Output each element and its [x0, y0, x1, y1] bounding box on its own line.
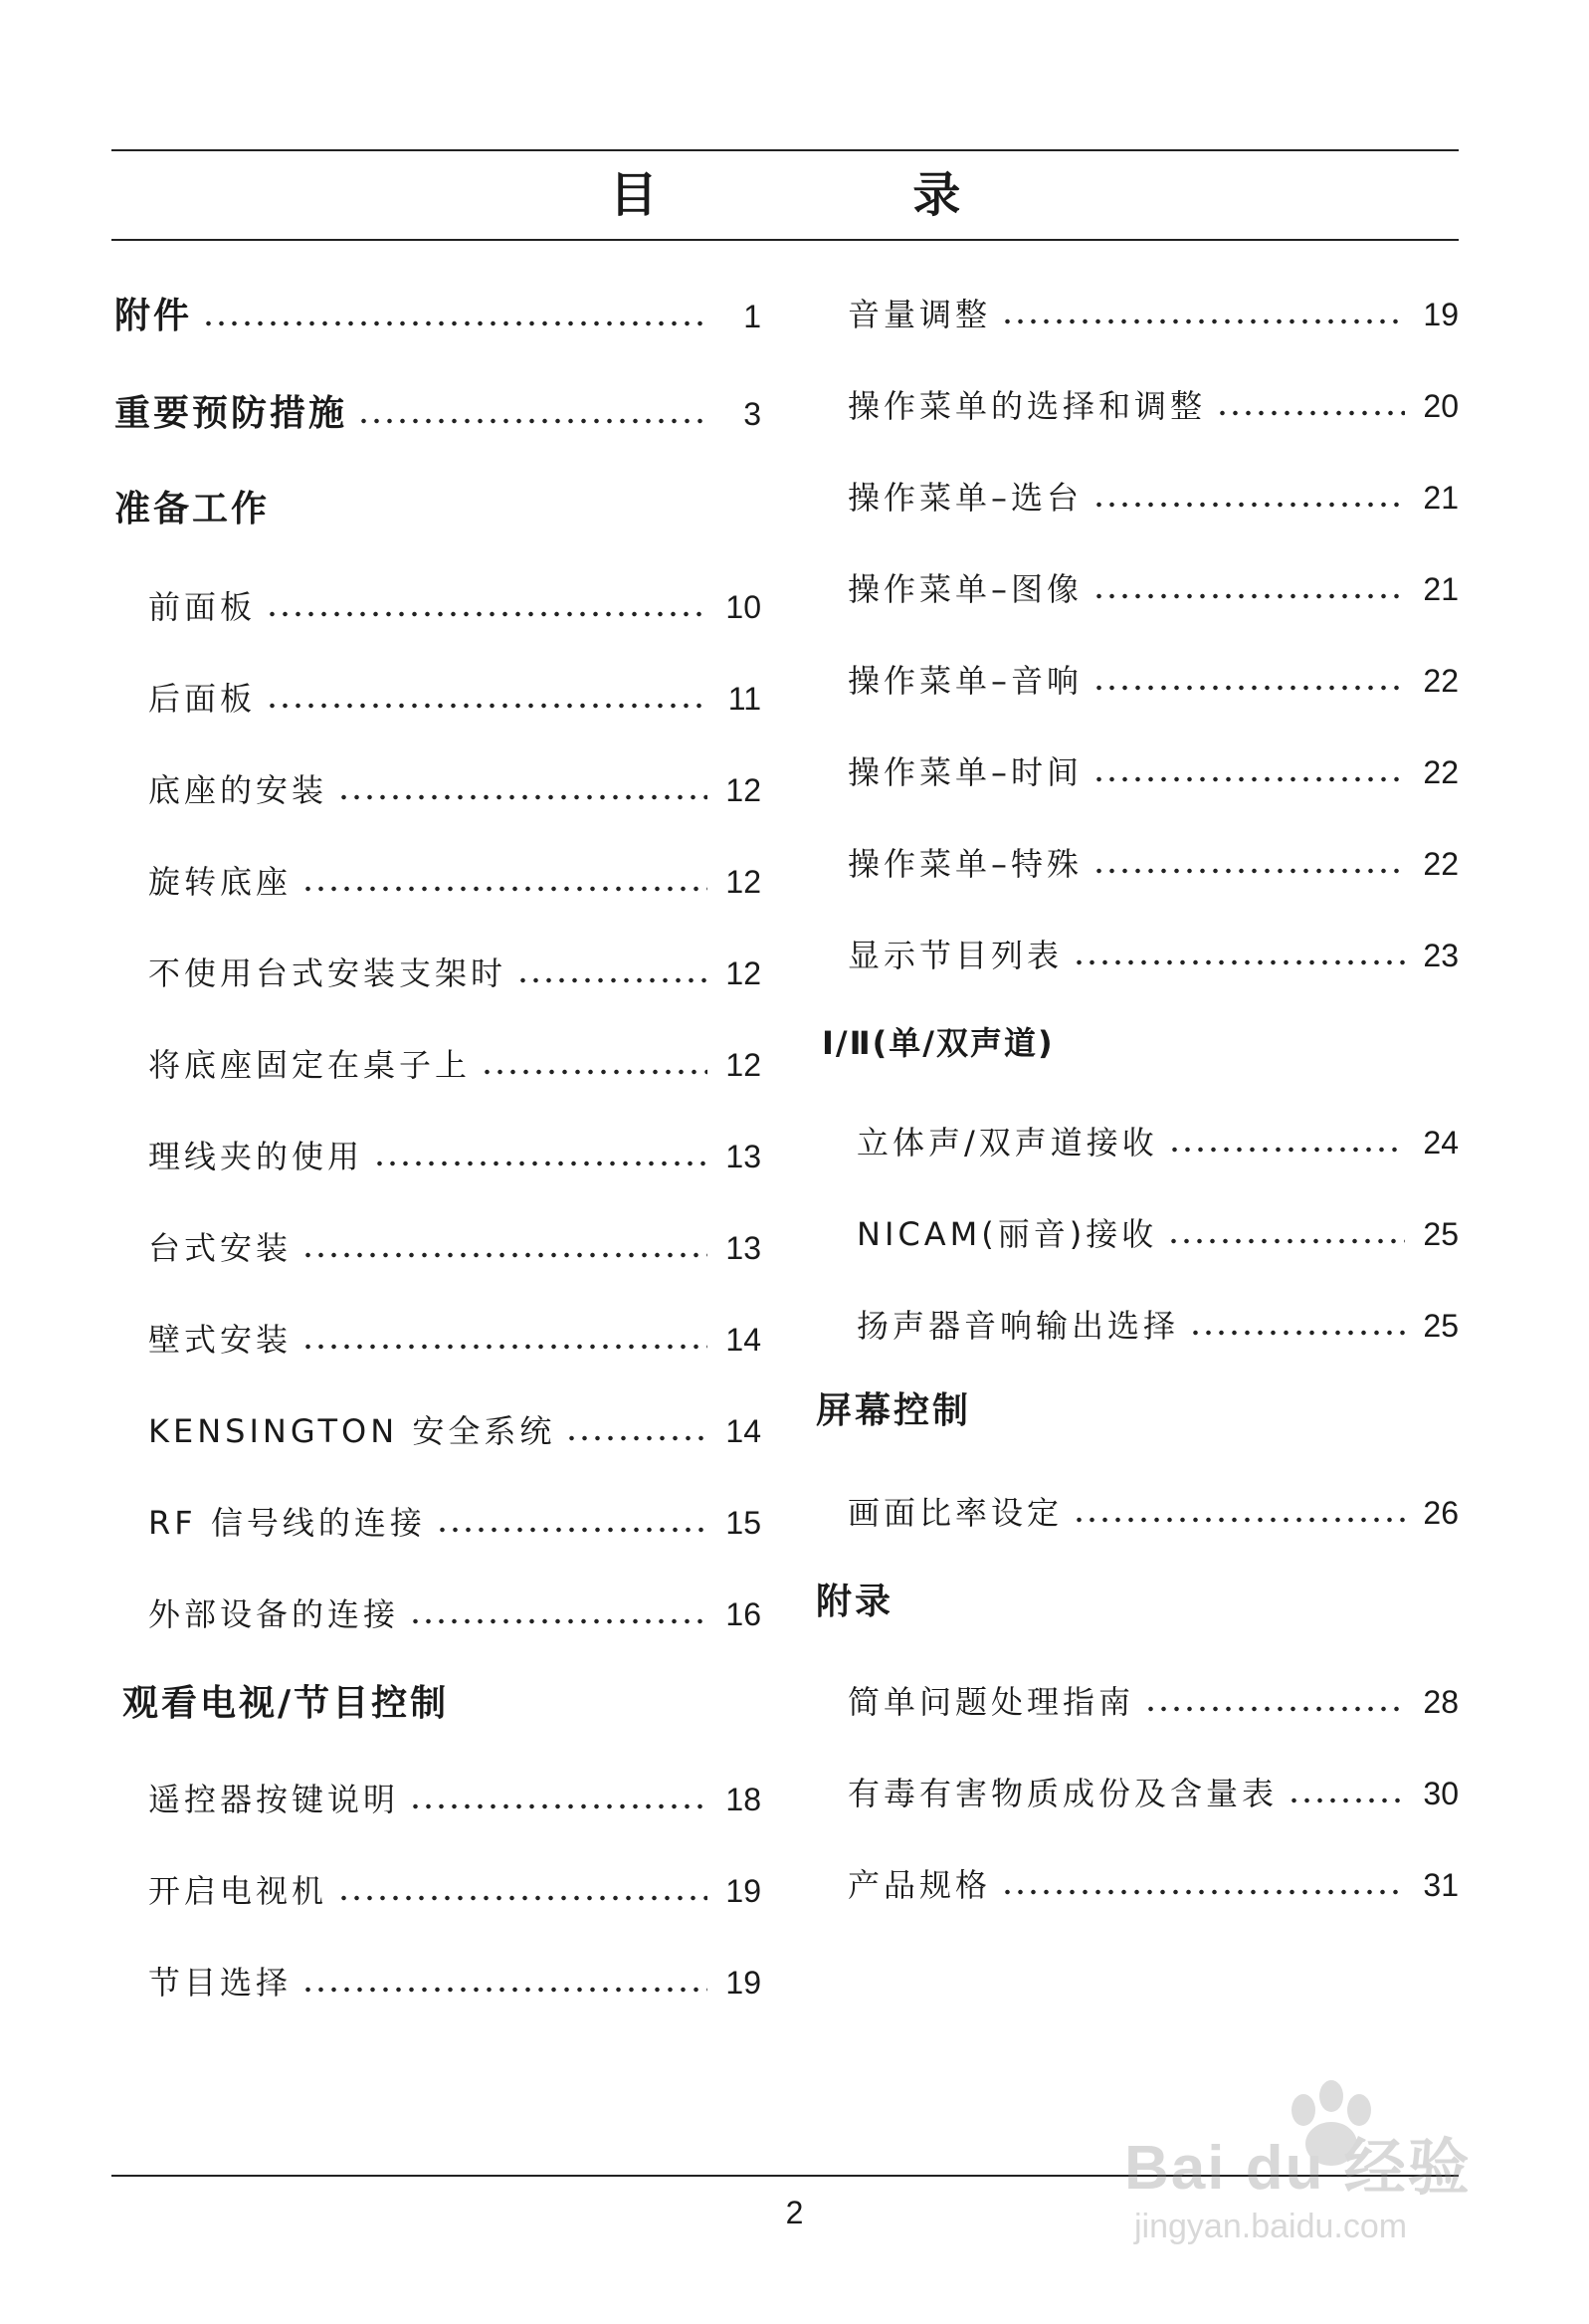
dot-leader	[337, 1893, 707, 1903]
dot-leader	[1001, 1887, 1405, 1897]
toc-page: 24	[1423, 1125, 1459, 1161]
dot-leader	[202, 318, 707, 328]
toc-label: 开启电视机	[148, 1872, 328, 1910]
toc-page: 19	[725, 1873, 761, 1909]
dot-leader	[337, 792, 707, 802]
toc-label: 操作菜单–音响	[848, 662, 1084, 700]
toc-page: 18	[725, 1782, 761, 1817]
dot-leader	[357, 416, 707, 426]
toc-label: 壁式安装	[148, 1321, 293, 1359]
dot-leader	[1167, 1236, 1405, 1246]
toc-page: 19	[725, 1965, 761, 2001]
toc-label: 前面板	[148, 588, 257, 626]
toc-label: 产品规格	[848, 1866, 992, 1904]
dot-leader	[1092, 774, 1405, 784]
toc-label: 操作菜单–图像	[848, 570, 1084, 608]
dot-leader	[481, 1067, 707, 1077]
toc-page: 13	[725, 1139, 761, 1174]
toc-label: RF 信号线的连接	[148, 1504, 426, 1542]
toc-page: 1	[743, 299, 761, 334]
dot-leader	[1092, 683, 1405, 693]
toc-page: 22	[1423, 846, 1459, 882]
toc-label: 附件	[114, 296, 193, 336]
dot-leader	[301, 884, 707, 894]
toc-entry[interactable]	[848, 1485, 1459, 1535]
toc-entry[interactable]	[848, 928, 1459, 977]
toc-page: 21	[1423, 480, 1459, 516]
toc-label: 立体声/双声道接收	[857, 1124, 1158, 1162]
dot-leader	[301, 1250, 707, 1260]
toc-entry[interactable]	[848, 836, 1459, 886]
toc-label: 将底座固定在桌子上	[148, 1046, 472, 1084]
toc-entry[interactable]	[848, 1766, 1459, 1815]
toc-label: 理线夹的使用	[148, 1138, 364, 1175]
toc-label: 底座的安装	[148, 771, 328, 809]
toc-page: 12	[725, 1047, 761, 1083]
toc-entry[interactable]	[148, 1129, 761, 1178]
toc-entry[interactable]	[848, 561, 1459, 611]
toc-label: 遥控器按键说明	[148, 1781, 400, 1818]
dot-leader	[1001, 317, 1405, 326]
toc-label: 画面比率设定	[848, 1494, 1064, 1532]
toc-entry[interactable]	[857, 1206, 1459, 1256]
toc-page: 26	[1423, 1495, 1459, 1531]
toc-label: KENSINGTON 安全系统	[148, 1412, 556, 1450]
dot-leader	[516, 975, 707, 985]
toc-entry[interactable]	[148, 579, 761, 629]
toc-entry[interactable]	[148, 671, 761, 721]
toc-page: 12	[725, 955, 761, 991]
toc-page: 31	[1423, 1867, 1459, 1903]
toc-label: 外部设备的连接	[148, 1595, 400, 1633]
toc-page: 21	[1423, 571, 1459, 607]
dot-leader	[1092, 500, 1405, 510]
toc-page: 13	[725, 1230, 761, 1266]
top-rule	[111, 149, 1459, 151]
dot-leader	[1168, 1145, 1405, 1155]
toc-page: 14	[725, 1413, 761, 1449]
toc-label: 不使用台式安装支架时	[148, 954, 507, 992]
dot-leader	[266, 609, 707, 619]
toc-entry[interactable]	[848, 653, 1459, 703]
toc-label: 台式安装	[148, 1229, 293, 1267]
watermark-brand: Bai du 经验	[1124, 2134, 1472, 2203]
title-rule	[111, 239, 1459, 241]
toc-page: 22	[1423, 754, 1459, 790]
toc-page: 16	[725, 1596, 761, 1632]
toc-entry[interactable]	[148, 1863, 761, 1913]
dot-leader	[409, 1801, 707, 1811]
toc-page: 20	[1423, 388, 1459, 424]
toc-page: 14	[725, 1322, 761, 1358]
dot-leader	[1189, 1328, 1405, 1338]
dot-leader	[301, 1985, 707, 1995]
dot-leader	[301, 1342, 707, 1352]
toc-entry-precautions[interactable]	[114, 386, 761, 436]
toc-page: 11	[727, 681, 761, 717]
toc-label: 旋转底座	[148, 863, 293, 901]
section-heading-screen-control: 屏幕控制	[816, 1390, 972, 1431]
toc-entry[interactable]	[848, 744, 1459, 794]
toc-label: 简单问题处理指南	[848, 1683, 1135, 1721]
dot-leader	[436, 1525, 707, 1535]
toc-entry[interactable]	[848, 287, 1459, 336]
section-heading-appendix: 附录	[816, 1582, 894, 1622]
dot-leader	[1073, 1515, 1405, 1525]
toc-label: 节目选择	[148, 1964, 293, 2002]
toc-label: 音量调整	[848, 296, 992, 333]
page-number: 2	[785, 2195, 804, 2230]
dot-leader	[1144, 1704, 1405, 1714]
toc-label: NICAM(丽音)接收	[857, 1215, 1158, 1253]
toc-entry[interactable]	[857, 1298, 1459, 1348]
toc-page: 3	[743, 396, 761, 432]
dot-leader	[373, 1159, 707, 1168]
toc-label: 重要预防措施	[114, 393, 348, 434]
dot-leader	[266, 701, 707, 711]
dot-leader	[1288, 1796, 1405, 1805]
toc-entry[interactable]	[148, 854, 761, 904]
baidu-watermark	[1124, 2080, 1502, 2269]
toc-page: 23	[1423, 938, 1459, 973]
page-title: 目 录	[609, 167, 1081, 223]
toc-page: 25	[1423, 1216, 1459, 1252]
toc-entry[interactable]	[148, 1772, 761, 1821]
toc-entry[interactable]	[148, 1495, 761, 1545]
toc-entry[interactable]	[848, 378, 1459, 428]
dot-leader	[1073, 957, 1405, 967]
dot-leader	[565, 1433, 707, 1443]
section-heading-tv-control: 观看电视/节目控制	[122, 1683, 450, 1724]
toc-entry[interactable]	[848, 470, 1459, 520]
toc-page: 19	[1423, 297, 1459, 332]
toc-entry[interactable]	[148, 1955, 761, 2005]
dot-leader	[1092, 866, 1405, 876]
toc-entry[interactable]	[857, 1115, 1459, 1164]
toc-entry[interactable]	[148, 946, 761, 995]
dot-leader	[1092, 591, 1405, 601]
toc-label: 显示节目列表	[848, 937, 1064, 974]
toc-entry[interactable]	[148, 1403, 761, 1453]
toc-entry[interactable]	[148, 1220, 761, 1270]
dot-leader	[1216, 408, 1405, 418]
toc-entry[interactable]	[148, 762, 761, 812]
toc-label: 操作菜单–时间	[848, 753, 1084, 791]
section-heading-preparation: 准备工作	[114, 489, 271, 529]
toc-page: 25	[1423, 1308, 1459, 1344]
toc-page: 10	[725, 589, 761, 625]
toc-label: 操作菜单的选择和调整	[848, 387, 1207, 425]
toc-label: 后面板	[148, 680, 257, 718]
toc-label: 操作菜单–选台	[848, 479, 1084, 517]
toc-page: 15	[725, 1505, 761, 1541]
toc-entry[interactable]	[148, 1037, 761, 1087]
watermark-url: jingyan.baidu.com	[1134, 2208, 1408, 2245]
toc-entry[interactable]	[148, 1586, 761, 1636]
toc-page: 28	[1423, 1684, 1459, 1720]
toc-label: 有毒有害物质成份及含量表	[848, 1775, 1279, 1812]
toc-page: 22	[1423, 663, 1459, 699]
toc-label: 操作菜单–特殊	[848, 845, 1084, 883]
toc-page: 30	[1423, 1776, 1459, 1811]
toc-entry[interactable]	[148, 1312, 761, 1362]
toc-page: 12	[725, 772, 761, 808]
toc-label: 扬声器音响输出选择	[857, 1307, 1180, 1345]
dot-leader	[409, 1616, 707, 1626]
toc-entry[interactable]	[848, 1857, 1459, 1907]
toc-entry-accessories[interactable]	[114, 289, 761, 338]
toc-page: 12	[725, 864, 761, 900]
section-heading-audio-channel: Ⅰ/Ⅱ(单/双声道)	[822, 1024, 1055, 1062]
toc-entry[interactable]	[848, 1674, 1459, 1724]
